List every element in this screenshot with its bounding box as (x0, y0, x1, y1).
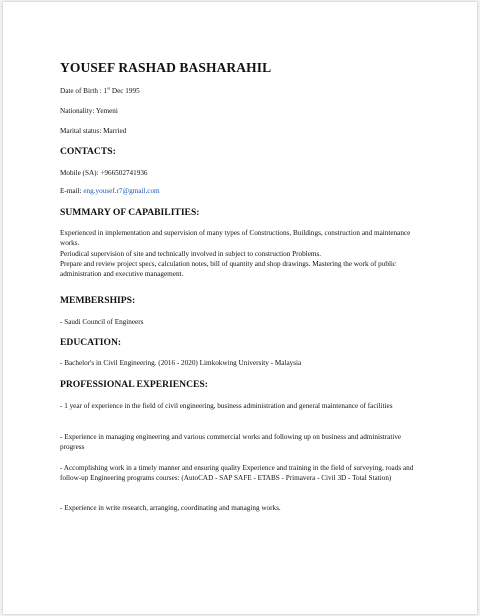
mobile-number: Mobile (SA): +966502741936 (60, 169, 148, 177)
dob-ordinal: st (107, 85, 111, 91)
experience-item-2: - Experience in managing engineering and various commercial works and following up on business and administrative progress (60, 433, 402, 452)
education-heading: EDUCATION: (60, 337, 122, 348)
summary-text (60, 228, 422, 279)
experience-item-1: - 1 year of experience in the field of civil engineering, business administration and general maintenance of facilities (60, 402, 393, 410)
nationality: Nationality: Yemeni (60, 107, 118, 115)
summary-line-3: Prepare and review project specs, calculation notes, bill of quantity and shop drawings. Mastering the work of public administration and executive management. (60, 259, 397, 279)
email-link[interactable]: eng.yousef.r7@gmail.com (83, 187, 160, 195)
dob-date: Dec 1995 (110, 87, 140, 95)
marital-status: Marital status: Married (60, 127, 127, 135)
summary-line-2: Periodical supervision of site and technically involved in subject to construction Problems. (60, 249, 322, 258)
memberships-heading: MEMBERSHIPS: (60, 295, 136, 306)
summary-line-1: Experienced in implementation and supervision of many types of Constructions, Buildings, construction and maintenance works. (60, 229, 411, 248)
candidate-name: YOUSEF RASHAD BASHARAHIL (60, 60, 272, 75)
contacts-heading: CONTACTS: (60, 146, 116, 157)
education-item: - Bachelor's in Civil Engineering. (2016 - 2020) Limkokwing University - Malaysia (60, 359, 302, 367)
dob-label: Date of Birth : 1 (60, 87, 108, 95)
experience-item-3: - Accomplishing work in a timely manner and ensuring quality Experience and training in the field of surveying, roads and follow-up Engineering programs courses: (AutoCAD - SAP SAFE - ETABS - Primavera - Civil 3D - Total Station) (60, 464, 414, 483)
document-page (3, 2, 477, 614)
membership-item: - Saudi Council of Engineers (60, 318, 144, 326)
experience-item-4: - Experience in write research, arranging, coordinating and managing works. (60, 504, 281, 512)
date-of-birth (60, 86, 140, 97)
experience-heading: PROFESSIONAL EXPERIENCES: (60, 379, 208, 390)
email-line (60, 186, 160, 197)
email-label: E-mail: (60, 187, 84, 195)
summary-heading: SUMMARY OF CAPABILITIES: (60, 207, 200, 218)
